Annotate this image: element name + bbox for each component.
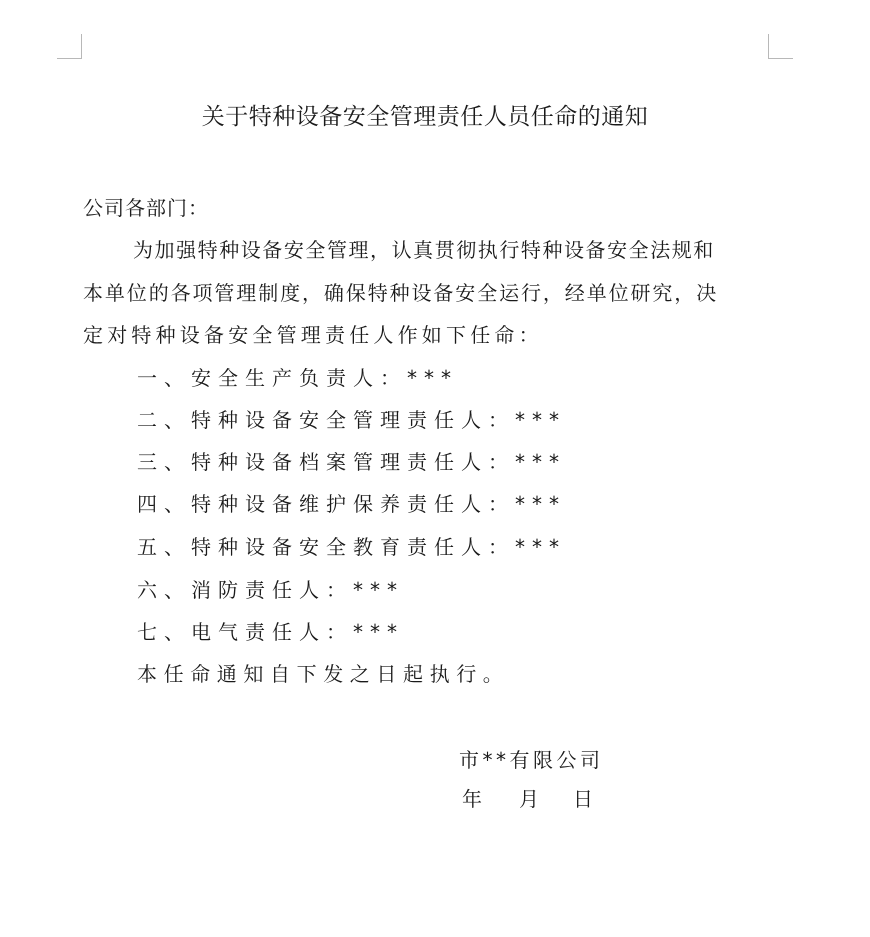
date-month: 月	[519, 787, 539, 811]
appointment-item: 二、特种设备安全管理责任人：***	[137, 408, 566, 432]
date-day: 日	[573, 787, 593, 811]
appointment-item: 五、特种设备安全教育责任人：***	[137, 535, 566, 559]
appointment-item: 四、特种设备维护保养责任人：***	[137, 492, 566, 516]
salutation: 公司各部门：	[83, 196, 209, 220]
appointment-item: 七、电气责任人：***	[137, 620, 404, 644]
document-title: 关于特种设备安全管理责任人员任命的通知	[201, 104, 649, 130]
crop-mark-top-right	[768, 34, 793, 59]
body-line-1: 为加强特种设备安全管理，认真贯彻执行特种设备安全法规和	[133, 238, 715, 262]
signature-company: 市**有限公司	[459, 748, 604, 772]
crop-mark-top-left	[57, 34, 82, 59]
closing-statement: 本任命通知自下发之日起执行。	[137, 662, 510, 686]
appointment-item: 三、特种设备档案管理责任人：***	[137, 450, 566, 474]
body-line-3: 定对特种设备安全管理责任人作如下任命：	[83, 323, 543, 347]
appointment-item: 六、消防责任人：***	[137, 578, 404, 602]
signature-date	[462, 783, 602, 811]
appointment-item: 一、安全生产负责人：***	[137, 366, 458, 390]
date-year: 年	[462, 787, 482, 811]
body-line-2: 本单位的各项管理制度，确保特种设备安全运行，经单位研究，决	[83, 281, 719, 305]
